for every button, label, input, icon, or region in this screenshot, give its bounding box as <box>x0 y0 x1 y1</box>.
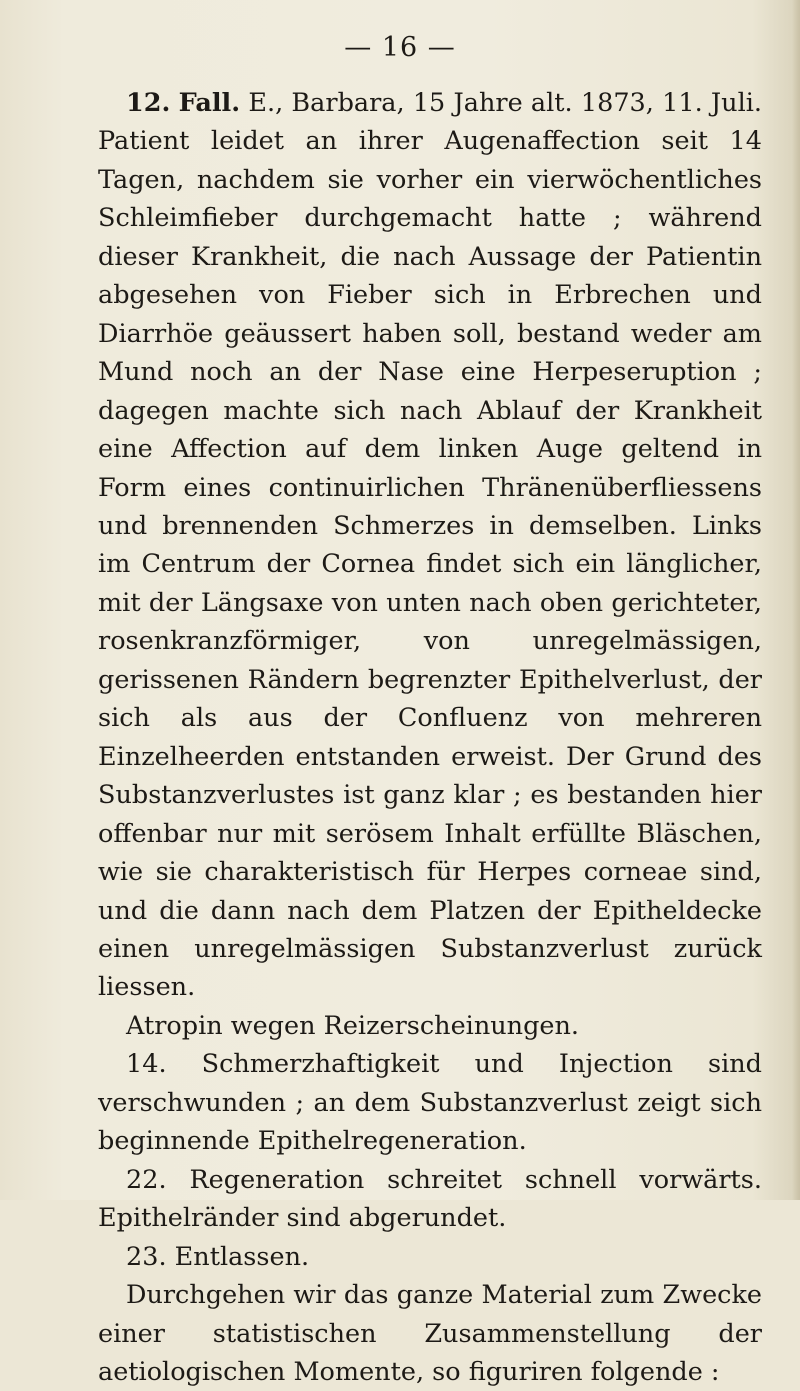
case-text: Patient leidet an ihrer Augenaffection seit 14 Tagen, nachdem sie vorher ein vierwöchentliches Schleimfieber durchgemacht hatte ; während dieser Krankheit, die nach Aussage der Patientin abgesehen von Fieber sich in Erbrechen und Diarrhöe geäussert haben soll, bestand weder am Mund noch an der Nase eine Herpeseruption ; dagegen machte sich nach Ablauf der Krankheit eine Affection auf dem linken Auge geltend in Form eines continuirlichen Thränenüberfliessens und brennenden Schmerzes in demselben. Links im Centrum der Cornea findet sich ein länglicher, mit der Längsaxe von unten nach oben gerichteter, rosenkranzförmiger, von unregelmässigen, gerissenen Rändern begrenzter Epithelverlust, der sich als aus der Confluenz von mehreren Einzelheerden entstanden erweist. Der Grund des Substanzverlustes ist ganz klar ; es bestanden hier offenbar nur mit serösem Inhalt erfüllte Bläschen, wie sie charakteristisch für Herpes corneae sind, und die dann nach dem Platzen der Epitheldecke einen unregelmässigen Substanzverlust zurück liessen. <box>98 126 762 1003</box>
page-edge-shadow <box>792 0 800 1200</box>
paragraph-day-14: 14. Schmerzhaftigkeit und Injection sind verschwunden ; an dem Substanzverlust zeigt sich beginnende Epithelregeneration. <box>98 1049 762 1157</box>
body-text <box>98 84 762 1391</box>
page-number: — 16 — <box>344 32 456 63</box>
case-heading: E., Barbara, 15 Jahre alt. 1873, 11. Juli. <box>248 88 762 118</box>
case-paragraph <box>98 84 762 1007</box>
paragraph-day-23: 23. Entlassen. <box>126 1241 310 1272</box>
case-label: Fall. <box>178 88 241 118</box>
case-number: 12. <box>126 88 171 118</box>
paragraph-day-22: 22. Regeneration schreitet schnell vorwärts. Epithelränder sind abgerundet. <box>98 1164 762 1234</box>
paragraph-summary: Durchgehen wir das ganze Material zum Zwecke einer statistischen Zusammenstellung der aetiologischen Momente, so figuriren folgende : <box>98 1280 762 1387</box>
paragraph-atropin: Atropin wegen Reizerscheinungen. <box>126 1010 580 1041</box>
